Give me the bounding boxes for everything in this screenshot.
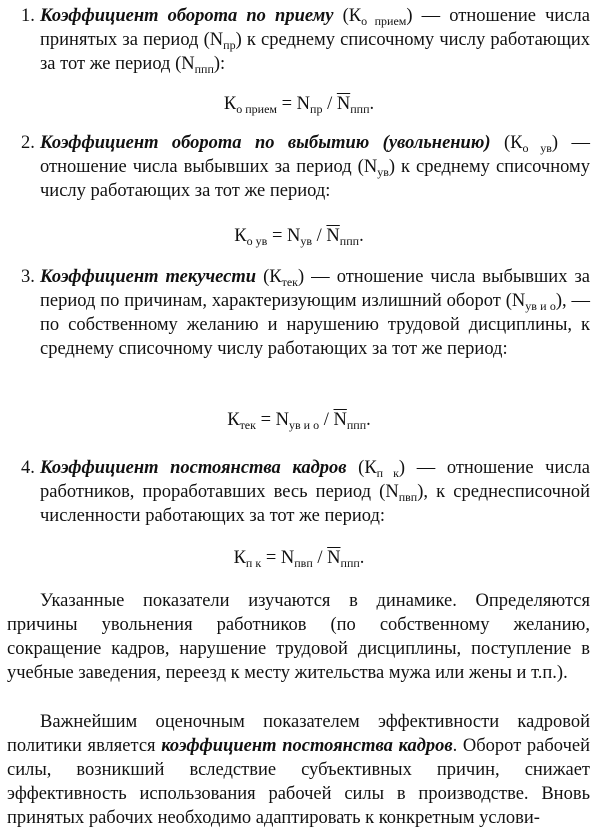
formula-symbol: К bbox=[233, 548, 246, 568]
variable-subscript: ув bbox=[377, 165, 389, 179]
definition-item-3 bbox=[21, 265, 591, 361]
text-run: — отношение числа выбывших за период (N bbox=[40, 133, 591, 177]
term-name: Коэффициент оборота по выбытию (увольнению) bbox=[40, 133, 491, 153]
formula-mean-symbol: $\overline{N}$ bbox=[336, 94, 351, 114]
symbol: К bbox=[348, 6, 362, 26]
text-run: — отношение числа работников, проработавших весь период (N bbox=[40, 458, 590, 502]
formula-1 bbox=[0, 92, 598, 116]
definition-text: Коэффициент оборота по приему $(К_{о прием})$ — отношение числа принятых за период $(N_{пр})$ к среднему списочному числу работающих за тот же период $(N_{ппп})$: bbox=[40, 6, 590, 76]
text-run: ) к среднему списочному числу работающих за тот же период (N bbox=[40, 30, 590, 74]
formula-text: = N bbox=[255, 410, 290, 430]
formula-subscript: ппп bbox=[350, 102, 370, 116]
formula-subscript: ув bbox=[300, 234, 313, 248]
variable-subscript: ппп bbox=[194, 62, 214, 76]
item-number: 2. bbox=[21, 133, 35, 153]
text-run: Важнейшим оценочным показателем эффективности кадровой политики является bbox=[7, 712, 590, 756]
text-run: ): bbox=[213, 54, 226, 74]
formula-mean-symbol: $\overline{N}$ bbox=[333, 410, 347, 430]
formula-subscript: пр bbox=[310, 102, 323, 116]
variable-subscript: пр bbox=[223, 38, 236, 52]
definition-item-4 bbox=[21, 456, 590, 528]
text-run: ), к среднесписочной численности работающих за тот же период: bbox=[40, 482, 590, 526]
formula-subscript: пвп bbox=[294, 556, 313, 570]
formula-mean-symbol: $\overline{N}$ bbox=[326, 226, 340, 246]
text-run: — отношение числа выбывших за период по причинам, характеризующим излишний оборот (N bbox=[40, 267, 590, 311]
symbol-subscript: о прием bbox=[361, 14, 407, 28]
definition-text: Коэффициент оборота по выбытию (увольнению) $(К_{о ув})$ — отношение числа выбывших за период $(N_{ув})$ к среднему списочному числу работающих за тот же период: bbox=[40, 133, 591, 201]
formula-symbol: К bbox=[227, 410, 240, 430]
symbol-subscript: о ув bbox=[522, 141, 552, 155]
formula-text: = N bbox=[276, 94, 311, 114]
formula-subscript: о прием bbox=[236, 102, 277, 116]
formula-4 bbox=[0, 546, 598, 570]
term-name: Коэффициент текучести bbox=[40, 267, 257, 287]
formula-subscript: ув и о bbox=[289, 418, 320, 432]
text-run: ), — по собственному желанию и нарушению трудовой дисциплины, к среднему списочному числу работающих за тот же период: bbox=[40, 291, 591, 359]
formula-text: . bbox=[366, 410, 371, 430]
text-run: — отношение числа принятых за период (N bbox=[40, 6, 590, 50]
symbol-subscript: тек bbox=[281, 275, 298, 289]
variable-subscript: пвп bbox=[398, 490, 418, 504]
formula-subscript: ппп bbox=[346, 418, 367, 432]
paragraph-stability bbox=[7, 710, 590, 830]
formula-symbol: К bbox=[234, 226, 247, 246]
term-name: Коэффициент постоянства кадров bbox=[40, 458, 347, 478]
term-name: коэффициент постоянства кадров bbox=[161, 736, 453, 756]
item-number: 1. bbox=[21, 6, 35, 26]
formula-text: . bbox=[359, 548, 365, 568]
formula-text: = N bbox=[267, 226, 301, 246]
formula-text: / bbox=[322, 94, 337, 114]
symbol: К bbox=[510, 133, 523, 153]
variable-subscript: ув и о bbox=[525, 299, 556, 313]
definition-item-2 bbox=[21, 131, 591, 203]
definition-item-1 bbox=[21, 4, 590, 76]
formula-subscript: о ув bbox=[246, 234, 268, 248]
item-number: 4. bbox=[21, 458, 35, 478]
symbol: К bbox=[364, 458, 377, 478]
formula-text: = N bbox=[261, 548, 295, 568]
definition-text: Коэффициент постоянства кадров $(К_{п к})$ — отношение числа работников, проработавших весь период $(N_{пвп})$, к среднесписочной численности работающих за тот же период: bbox=[40, 458, 590, 526]
formula-text: . bbox=[359, 226, 364, 246]
formula-subscript: п к bbox=[245, 556, 262, 570]
formula-2 bbox=[0, 224, 598, 248]
formula-mean-symbol: $\overline{N}$ bbox=[327, 548, 341, 568]
symbol: К bbox=[269, 267, 282, 287]
formula-subscript: ппп bbox=[340, 556, 360, 570]
text-run: ) к среднему списочному числу работающих за тот же период: bbox=[40, 157, 590, 201]
formula-text: . bbox=[369, 94, 375, 114]
formula-text: / bbox=[312, 226, 327, 246]
formula-text: / bbox=[312, 548, 328, 568]
text-run: . Оборот рабочей силы, возникший вследствие субъективных причин, снижает эффективность использования рабочей силы в производстве. Вновь принятых рабочих необходимо адаптировать к конкретным услови- bbox=[7, 736, 590, 828]
formula-symbol: К bbox=[223, 94, 237, 114]
item-number: 3. bbox=[21, 267, 35, 287]
symbol-subscript: п к bbox=[376, 466, 399, 480]
formula-subscript: тек bbox=[239, 418, 256, 432]
term-name: Коэффициент оборота по приему bbox=[40, 6, 334, 26]
formula-subscript: ппп bbox=[339, 234, 360, 248]
paragraph-dynamics: Указанные показатели изучаются в динамике. Определяются причины увольнения работников (по собственному желанию, сокращение кадров, нарушение трудовой дисциплины, поступление в учебные заведения, переезд к месту жительства мужа или жены и т.п.). bbox=[7, 591, 590, 683]
formula-text: / bbox=[319, 410, 334, 430]
definition-text: Коэффициент текучести $(К_{тек})$ — отношение числа выбывших за период по причинам, характеризующим излишний оборот $(N_{ув и о})$, — по собственному желанию и нарушению трудовой дисциплины, к среднему списочному числу работающих за тот же период: bbox=[40, 267, 591, 359]
formula-3 bbox=[0, 408, 598, 432]
